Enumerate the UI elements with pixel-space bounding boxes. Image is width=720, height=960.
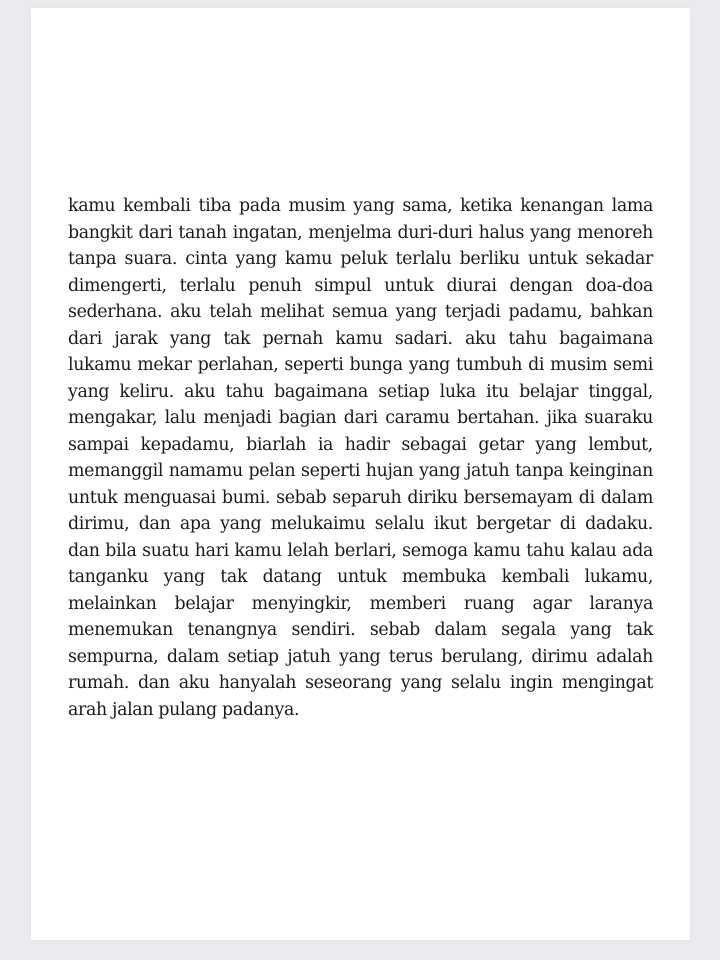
text-line: kamu kembali tiba pada musim yang sama, ketika kenangan lama	[68, 196, 653, 216]
text-line: rumah. dan aku hanyalah seseorang yang selalu ingin mengingat	[68, 673, 653, 693]
text-line: tanganku yang tak datang untuk membuka kembali lukamu,	[68, 567, 653, 587]
text-line: sederhana. aku telah melihat semua yang terjadi padamu, bahkan	[68, 302, 653, 322]
text-line: dan bila suatu hari kamu lelah berlari, semoga kamu tahu kalau ada	[68, 540, 653, 561]
text-line: mengakar, lalu menjadi bagian dari caramu bertahan. jika suaraku	[68, 408, 653, 428]
text-line: memanggil namamu pelan seperti hujan yang jatuh tanpa keinginan	[68, 461, 653, 481]
text-line: dirimu, dan apa yang melukaimu selalu ikut bergetar di dadaku.	[68, 514, 653, 534]
body-paragraph	[68, 193, 653, 723]
text-line: untuk menguasai bumi. sebab separuh diriku bersemayam di dalam	[68, 487, 653, 508]
text-line: lukamu mekar perlahan, seperti bunga yang tumbuh di musim semi	[68, 355, 653, 375]
text-line: melainkan belajar menyingkir, memberi ruang agar laranya	[68, 593, 653, 614]
document-page	[31, 8, 690, 940]
text-line: sempurna, dalam setiap jatuh yang terus berulang, dirimu adalah	[68, 646, 653, 667]
text-line: menemukan tenangnya sendiri. sebab dalam segala yang tak	[68, 620, 653, 640]
text-line: yang keliru. aku tahu bagaimana setiap luka itu belajar tinggal,	[68, 381, 653, 402]
text-line: dimengerti, terlalu penuh simpul untuk diurai dengan doa-doa	[68, 275, 653, 296]
text-line: arah jalan pulang padanya.	[68, 699, 300, 720]
text-line: sampai kepadamu, biarlah ia hadir sebagai getar yang lembut,	[68, 434, 653, 455]
text-line: dari jarak yang tak pernah kamu sadari. aku tahu bagaimana	[68, 328, 653, 349]
text-line: bangkit dari tanah ingatan, menjelma duri-duri halus yang menoreh	[68, 222, 653, 243]
text-line: tanpa suara. cinta yang kamu peluk terlalu berliku untuk sekadar	[68, 249, 653, 269]
